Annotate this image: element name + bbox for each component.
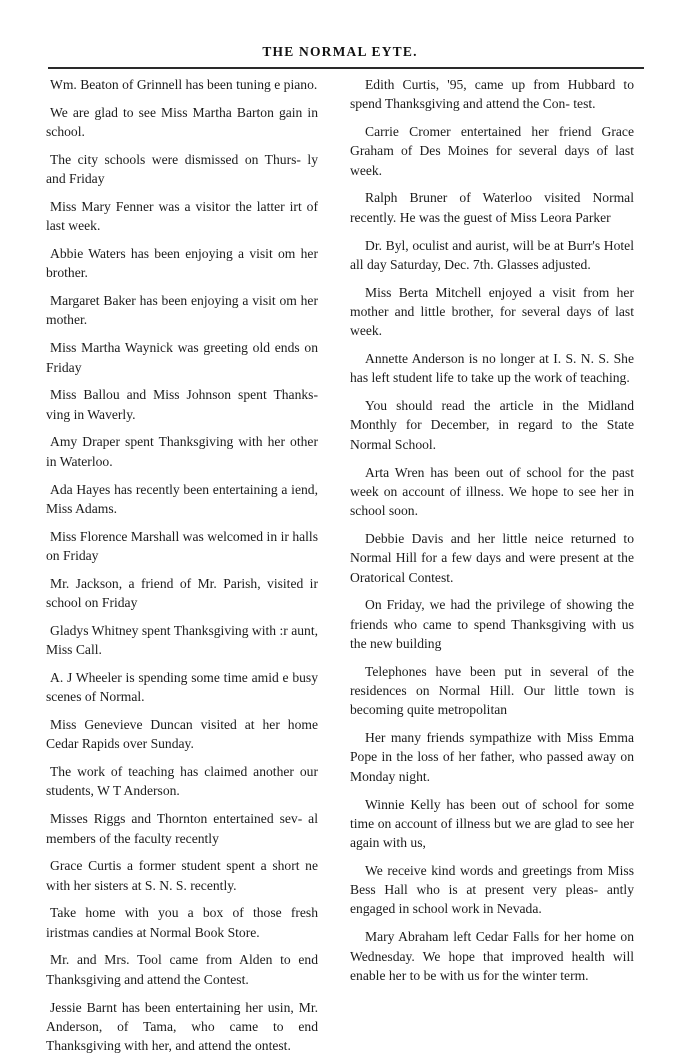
news-item: Misses Riggs and Thornton entertained sev- al members of the faculty recently — [46, 811, 318, 846]
news-item: Miss Ballou and Miss Johnson spent Thanks- ving in Waverly. — [46, 387, 318, 422]
news-item: The work of teaching has claimed another our students, W T Anderson. — [46, 764, 318, 799]
header-rule — [48, 67, 644, 69]
news-item: Mr. and Mrs. Tool came from Alden to end Thanksgiving and attend the Contest. — [46, 952, 318, 987]
news-item: Amy Draper spent Thanksgiving with her other in Waterloo. — [46, 434, 318, 469]
news-item: Mr. Jackson, a friend of Mr. Parish, visited ir school on Friday — [46, 575, 318, 611]
right-column — [350, 75, 634, 994]
news-item: Arta Wren has been out of school for the past week on account of illness. We hope to see her in school soon. — [350, 464, 634, 519]
news-item: We receive kind words and greetings from Miss Bess Hall who is at present very pleas- antly engaged in school work in Nevada. — [350, 862, 634, 917]
news-item: A. J Wheeler is spending some time amid e busy scenes of Normal. — [46, 669, 318, 705]
news-item: We are glad to see Miss Martha Barton gain in school. — [46, 104, 318, 140]
page-header-title: THE NORMAL EYTE. — [262, 44, 418, 59]
news-item: The city schools were dismissed on Thurs- ly and Friday — [46, 151, 318, 187]
news-item: Ralph Bruner of Waterloo visited Normal recently. He was the guest of Miss Leora Parker — [350, 190, 634, 225]
news-item: Winnie Kelly has been out of school for some time on account of illness but we are glad to see her again with us, — [350, 796, 634, 851]
news-item: Ada Hayes has recently been entertaining a iend, Miss Adams. — [46, 481, 318, 516]
news-item: Take home with you a box of those fresh iristmas candies at Normal Book Store. — [46, 905, 318, 940]
news-item: Miss Genevieve Duncan visited at her home Cedar Rapids over Sunday. — [46, 717, 318, 752]
news-item: Her many friends sympathize with Miss Emma Pope in the loss of her father, who passed away on Monday night. — [350, 730, 634, 784]
news-item: Miss Martha Waynick was greeting old ends on Friday — [46, 340, 318, 375]
news-item: Gladys Whitney spent Thanksgiving with :r aunt, Miss Call. — [46, 622, 318, 658]
news-item: Edith Curtis, '95, came up from Hubbard to spend Thanksgiving and attend the Con- test. — [350, 77, 634, 112]
news-item: You should read the article in the Midland Monthly for December, in regard to the State Normal School. — [350, 398, 634, 452]
news-item: Abbie Waters has been enjoying a visit om her brother. — [46, 246, 318, 281]
news-item: On Friday, we had the privilege of showing the friends who came to spend Thanksgiving with us the new building — [350, 597, 634, 651]
news-item: Carrie Cromer entertained her friend Grace Graham of Des Moines for several days of last week. — [350, 124, 634, 178]
left-column — [46, 75, 318, 1064]
news-item: Margaret Baker has been enjoying a visit om her mother. — [46, 293, 318, 328]
news-item: Debbie Davis and her little neice returned to Normal Hill for a few days and were present at the Oratorical Contest. — [350, 530, 634, 585]
news-item: Dr. Byl, oculist and aurist, will be at Burr's Hotel all day Saturday, Dec. 7th. Glasses adjusted. — [350, 237, 634, 272]
news-item: Miss Mary Fenner was a visitor the latter irt of last week. — [46, 198, 318, 234]
news-item: Miss Berta Mitchell enjoyed a visit from her mother and little brother, for several days of last week. — [350, 284, 634, 339]
news-item: Annette Anderson is no longer at I. S. N. S. She has left student life to take up the work of teaching. — [350, 351, 634, 386]
news-item: Mary Abraham left Cedar Falls for her home on Wednesday. We hope that improved health will enable her to be with us for the winter term. — [350, 929, 634, 983]
news-item: Miss Florence Marshall was welcomed in ir halls on Friday — [46, 528, 318, 563]
news-item: Jessie Barnt has been entertaining her usin, Mr. Anderson, of Tama, who came to end Thanksgiving with her, and attend the ontest. — [46, 999, 318, 1054]
news-item: Wm. Beaton of Grinnell has been tuning e piano. — [50, 77, 318, 92]
news-item: Telephones have been put in several of the residences on Normal Hill. Our little town is becoming quite metropolitan — [350, 663, 634, 718]
news-item: Grace Curtis a former student spent a short ne with her sisters at S. N. S. recently. — [46, 858, 318, 893]
